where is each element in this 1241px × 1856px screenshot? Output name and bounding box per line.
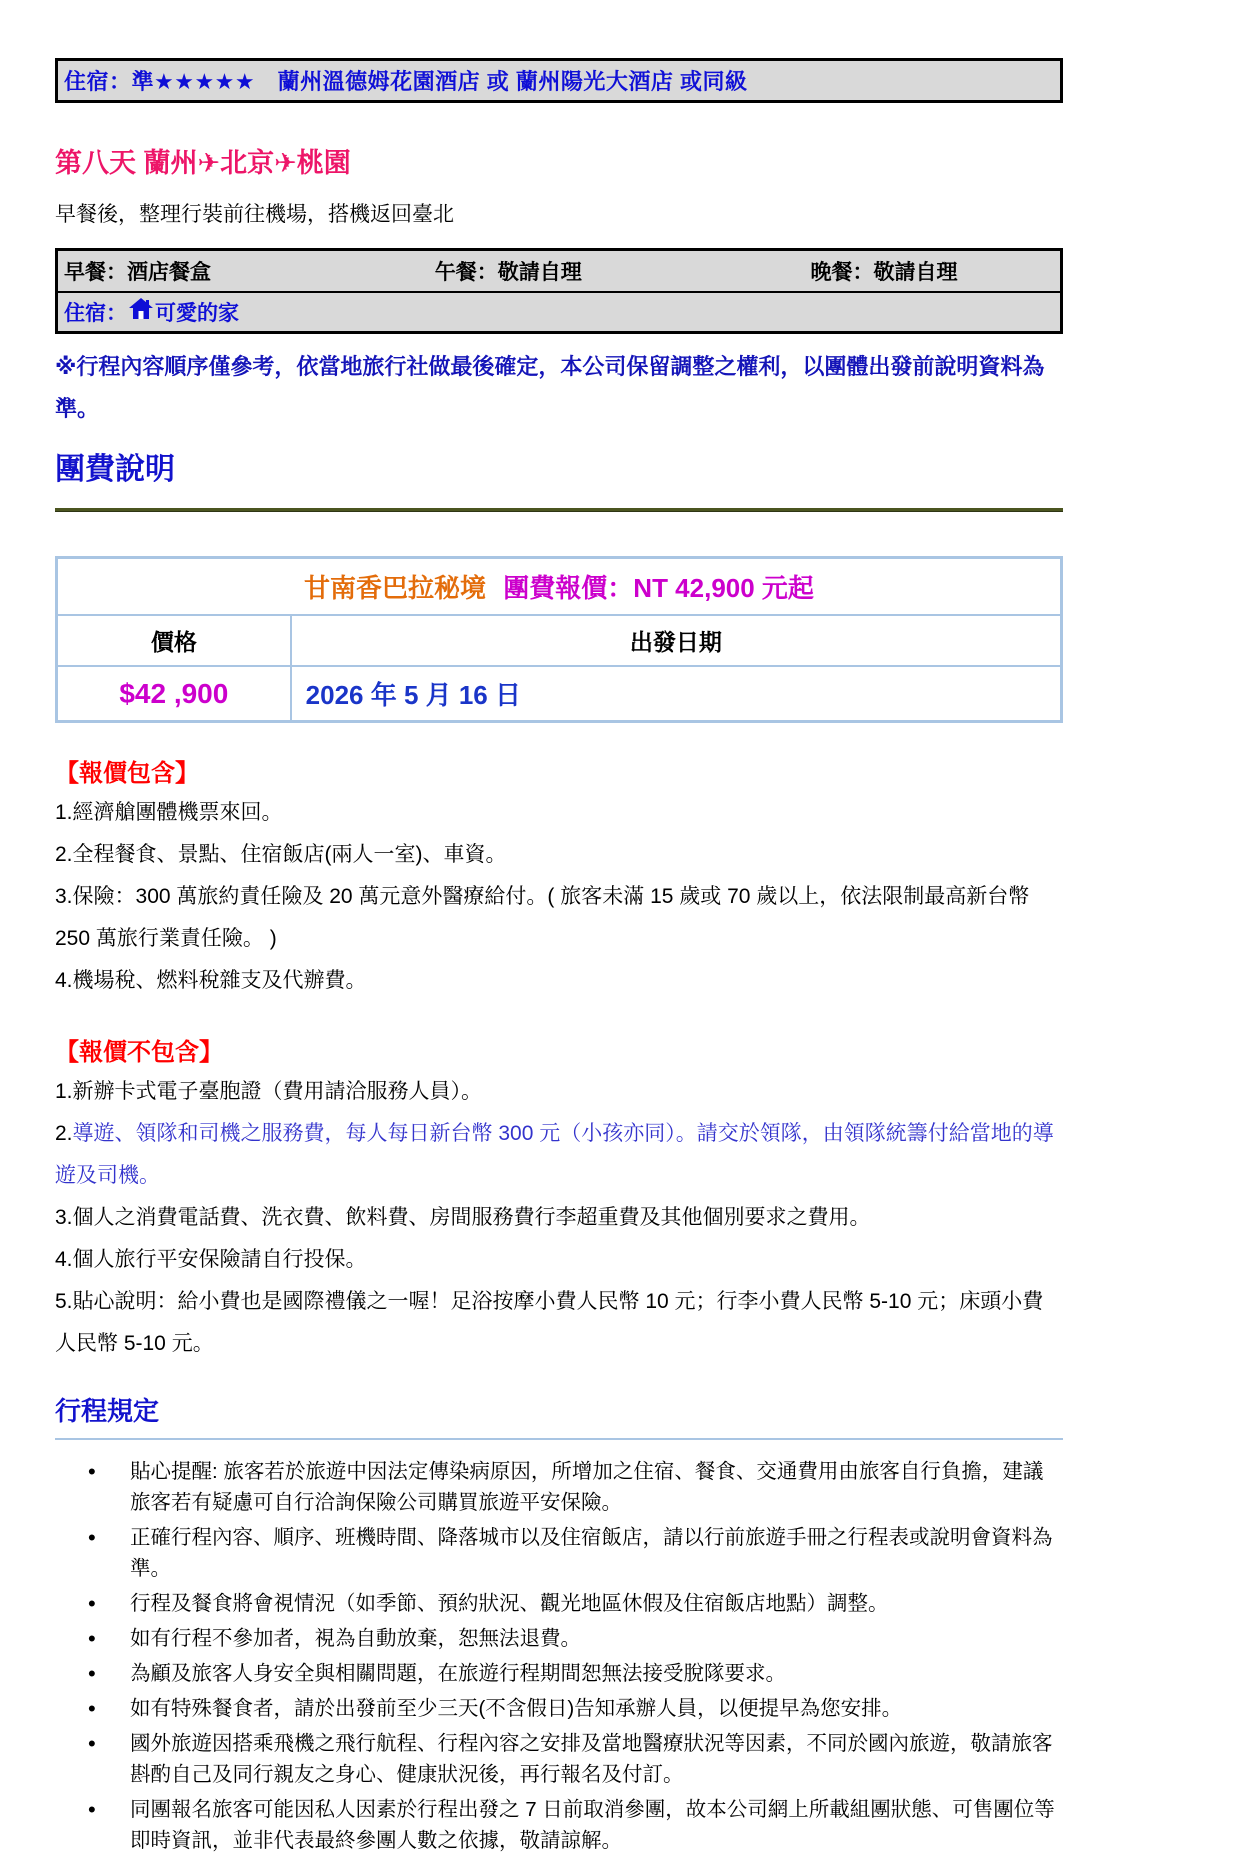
stay-cell (58, 293, 1060, 331)
date-column-header: 出發日期 (291, 615, 1062, 666)
rules-heading: 行程規定 (55, 1391, 1063, 1440)
rule-bullet-item: • 同團報名旅客可能因私人因素於行程出發之 7 日前取消參團，故本公司網上所載組團狀態、可售團位等即時資訊，並非代表最終參團人數之依據，敬請諒解。 (55, 1794, 1063, 1856)
item-text: 導遊、領隊和司機之服務費，每人每日新台幣 300 元（小孩亦同）。請交於領隊，由領隊統籌付給當地的導遊及司機。 (55, 1122, 1054, 1188)
item-text: 新辦卡式電子臺胞證（費用請洽服務人員）。 (72, 1080, 483, 1104)
item-text: 個人之消費電話費、洗衣費、飲料費、房間服務費行李超重費及其他個別要求之費用。 (72, 1206, 871, 1230)
item-number: 1. (55, 1080, 73, 1104)
excluded-item-service-fee (55, 1113, 1063, 1197)
price-column-header: 價格 (57, 615, 291, 666)
item-text: 全程餐食、景點、住宿飯店(兩人一室)、車資。 (72, 843, 507, 867)
tour-name: 甘南香巴拉秘境 (304, 573, 487, 604)
itinerary-page (55, 58, 1063, 1856)
rule-bullet-item: • 行程及餐食將會視情況（如季節、預約狀況、觀光地區休假及住宿飯店地點）調整。 (55, 1588, 1063, 1619)
excluded-item (55, 1071, 1063, 1113)
rule-bullet-item: • 如有特殊餐食者，請於出發前至少三天(不含假日)告知承辦人員，以便提早為您安排。 (55, 1693, 1063, 1724)
included-item (55, 834, 1063, 876)
item-number: 5. (55, 1290, 73, 1314)
price-table-title-row (57, 558, 1062, 616)
excluded-item (55, 1197, 1063, 1239)
departure-date: 2026 年 5 月 16 日 (291, 666, 1062, 722)
item-number: 2. (55, 843, 73, 867)
quote-text: 團費報價：NT 42,900 元起 (503, 573, 814, 604)
fee-heading-rule (55, 508, 1063, 512)
rule-bullet-item: • 為顧及旅客人身安全與相關問題，在旅遊行程期間恕無法接受脫隊要求。 (55, 1658, 1063, 1689)
excluded-list (55, 1071, 1063, 1365)
rule-bullet-item: • 國外旅遊因搭乘飛機之飛行航程、行程內容之安排及當地醫療狀況等因素，不同於國內旅遊，敬請旅客斟酌自己及同行親友之身心、健康狀況後，再行報名及付訂。 (55, 1728, 1063, 1790)
day-description: 早餐後，整理行裝前往機場，搭機返回臺北 (55, 203, 454, 226)
item-number: 2. (55, 1122, 73, 1146)
price-value: $42 ,900 (57, 666, 291, 722)
included-item (55, 876, 1063, 960)
rule-bullet-item: • 正確行程內容、順序、班機時間、降落城市以及住宿飯店，請以行前旅遊手冊之行程表或說明會資料為準。 (55, 1522, 1063, 1584)
accommodation-bar (55, 58, 1063, 103)
rule-bullet-item: • 如有行程不參加者，視為自動放棄，恕無法退費。 (55, 1623, 1063, 1654)
rule-bullet-item: • 貼心提醒: 旅客若於旅遊中因法定傳染病原因，所增加之住宿、餐食、交通費用由旅客自行負擔，建議旅客若有疑慮可自行洽詢保險公司購買旅遊平安保險。 (55, 1456, 1063, 1518)
accommodation-text: 住宿：準★★★★★ 蘭州溫德姆花園酒店 或 蘭州陽光大酒店 或同級 (64, 69, 748, 94)
price-table (55, 556, 1063, 723)
lunch-cell: 午餐：敬請自理 (434, 261, 582, 284)
rules-list (55, 1456, 1063, 1856)
notice-paragraph: ※行程內容順序僅參考，依當地旅行社做最後確定，本公司保留調整之權利，以團體出發前說明資料為準。 (55, 354, 1045, 421)
excluded-item (55, 1281, 1063, 1365)
breakfast-cell: 早餐：酒店餐盒 (64, 261, 211, 284)
house-icon (129, 298, 153, 326)
included-list (55, 792, 1063, 1002)
item-number: 4. (55, 969, 73, 993)
item-text: 貼心說明：給小費也是國際禮儀之一喔！足浴按摩小費人民幣 10 元；行李小費人民幣 5-10 元；床頭小費人民幣 5-10 元。 (55, 1290, 1044, 1356)
item-text: 機場稅、燃料稅雜支及代辦費。 (72, 969, 367, 993)
stay-label: 住宿： (64, 302, 127, 325)
item-number: 1. (55, 801, 73, 825)
item-text: 經濟艙團體機票來回。 (72, 801, 283, 825)
excluded-heading: 【報價不包含】 (55, 1039, 223, 1067)
meal-table (55, 248, 1063, 334)
included-item (55, 792, 1063, 834)
included-item (55, 960, 1063, 1002)
dinner-cell: 晚餐：敬請自理 (810, 261, 958, 284)
item-number: 4. (55, 1248, 73, 1272)
price-table-data-row (57, 666, 1062, 722)
item-text: 個人旅行平安保險請自行投保。 (72, 1248, 367, 1272)
item-number: 3. (55, 1206, 73, 1230)
stay-value: 可愛的家 (155, 302, 239, 325)
price-table-title-cell (57, 558, 1062, 616)
excluded-item (55, 1239, 1063, 1281)
fee-section-heading: 團費說明 (55, 453, 175, 486)
day-heading: 第八天 蘭州✈北京✈桃園 (55, 148, 351, 178)
item-text: 保險：300 萬旅約責任險及 20 萬元意外醫療給付。( 旅客未滿 15 歲或 70 歲以上，依法限制最高新台幣 250 萬旅行業責任險。 ) (55, 885, 1030, 951)
meal-row (58, 251, 1060, 293)
included-heading: 【報價包含】 (55, 760, 199, 788)
item-number: 3. (55, 885, 73, 909)
price-table-header-row (57, 615, 1062, 666)
